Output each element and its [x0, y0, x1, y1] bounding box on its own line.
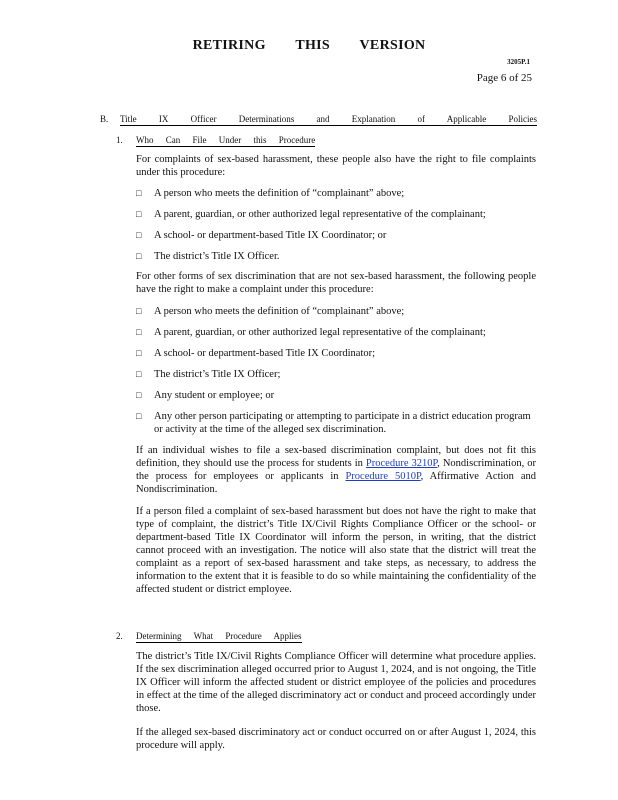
list-item: □ A parent, guardian, or other authorized legal representative of the complainant;: [136, 327, 486, 338]
intro-harassment-paragraph: For complaints of sex-based harassment, these people also have the right to file complaints under this procedure:: [136, 154, 536, 178]
section-b-heading: [100, 114, 537, 126]
square-bullet-icon: □: [136, 390, 142, 400]
individual-paragraph: If an individual wishes to file a sex-based discrimination complaint, but does not fit this definition, they should use the process for students in Procedure 3210P, Nondiscrimination, or the process for employees or applicants in Procedure 5010P, Affirmative Action and Nondiscrimination.: [136, 445, 536, 495]
list-item: □ The district’s Title IX Officer.: [136, 251, 280, 262]
subsection-number: 1.: [116, 135, 123, 145]
section-title: Title IX Officer Determinations and Explanation of Applicable Policies: [120, 114, 537, 124]
procedure-5010p-link[interactable]: Procedure 5010P: [345, 471, 421, 482]
intro-discrimination-paragraph: For other forms of sex discrimination that are not sex-based harassment, the following people have the right to make a complaint under this procedure:: [136, 271, 536, 295]
square-bullet-icon: □: [136, 230, 142, 240]
subsection-title: Determining What Procedure Applies: [136, 631, 302, 641]
section-letter: B.: [100, 114, 109, 124]
list-item: □ A person who meets the definition of “complainant” above;: [136, 306, 405, 317]
list-item: □ Any other person participating or attempting to participate in a district education program or activity at the time of the alleged sex discrimination.: [136, 411, 531, 435]
policy-number: 3205P.1: [507, 58, 530, 66]
list-item: □ A parent, guardian, or other authorized legal representative of the complainant;: [136, 209, 486, 220]
list-item: □ A school- or department-based Title IX Coordinator;: [136, 348, 376, 359]
subsection-title: Who Can File Under this Procedure: [136, 135, 316, 145]
square-bullet-icon: □: [136, 327, 142, 337]
subsection-2-heading: [116, 631, 302, 643]
square-bullet-icon: □: [136, 348, 142, 358]
list-item: □ A person who meets the definition of “complainant” above;: [136, 188, 405, 199]
retiring-banner: RETIRING THIS VERSION: [192, 38, 426, 53]
square-bullet-icon: □: [136, 188, 142, 198]
procedure-3210p-link[interactable]: Procedure 3210P: [365, 458, 438, 469]
square-bullet-icon: □: [136, 306, 142, 316]
square-bullet-icon: □: [136, 369, 142, 379]
list-item: □ The district’s Title IX Officer;: [136, 369, 281, 380]
square-bullet-icon: □: [136, 251, 142, 261]
subsection-1-heading: [116, 135, 315, 147]
not-right-paragraph: If a person filed a complaint of sex-based harassment but does not have the right to make that type of complaint, the district’s Title IX/Civil Rights Compliance Officer or the school- or department-based Title IX Coordinator will inform the person, in writing, that the district cannot proceed with an investigation. The notice will also state that the district will treat the complaint as a report of sex-based harassment and take steps, as necessary, to address the information to the extent that it is feasible to do so while maintaining the confidentiality of the affected student or district employee.: [136, 506, 536, 595]
subsection-number: 2.: [116, 631, 123, 641]
square-bullet-icon: □: [136, 209, 142, 219]
determine-procedure-paragraph: The district’s Title IX/Civil Rights Compliance Officer will determine what procedure applies. If the sex discrimination alleged occurred prior to August 1, 2024, and is not ongoing, the Title IX Officer will inform the affected student or district employee of the policies and procedures in effect at the time of the alleged discriminatory act or conduct and proceed accordingly under those.: [136, 651, 536, 714]
square-bullet-icon: □: [136, 411, 142, 421]
list-item: □ A school- or department-based Title IX Coordinator; or: [136, 230, 387, 241]
page-number: Page 6 of 25: [476, 72, 532, 84]
list-item: □ Any student or employee; or: [136, 390, 275, 401]
after-date-paragraph: If the alleged sex-based discriminatory act or conduct occurred on or after August 1, 2024, this procedure will apply.: [136, 727, 536, 751]
